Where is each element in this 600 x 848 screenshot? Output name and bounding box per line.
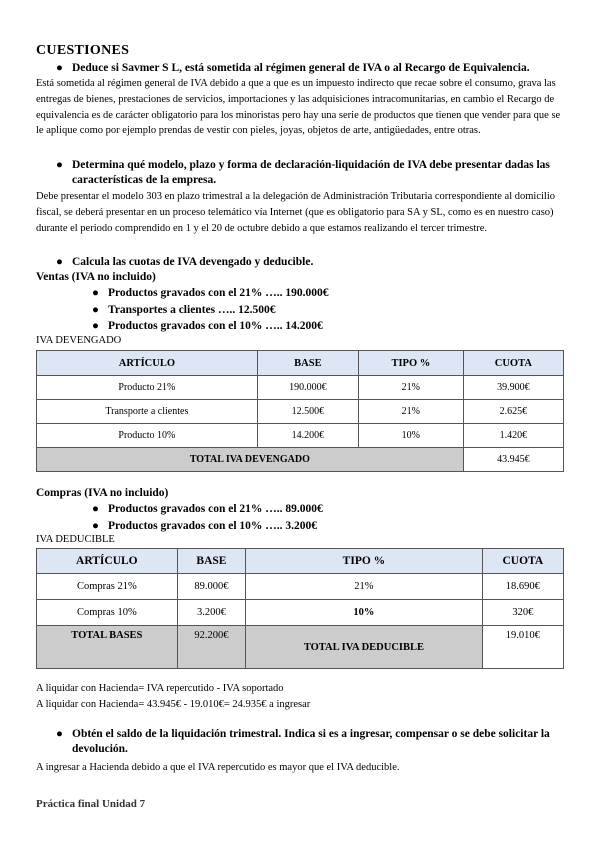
- header-cell: CUOTA: [482, 549, 563, 574]
- question-4: [36, 727, 566, 776]
- table-cell: 320€: [482, 600, 563, 626]
- table-caption: IVA DEVENGADO: [36, 334, 122, 346]
- page-footer: Práctica final Unidad 7: [36, 798, 146, 810]
- table-cell: 3.200€: [177, 600, 246, 626]
- bullet-icon: ●: [56, 256, 63, 268]
- ventas-item: Productos gravados con el 21% ….. 190.000€: [108, 287, 329, 299]
- question-2: [36, 158, 566, 236]
- answer-text: A ingresar a Hacienda debido a que el IVA repercutido es mayor que el IVA deducible.: [36, 762, 400, 773]
- compras-item: Productos gravados con el 10% ….. 3.200€: [108, 519, 318, 532]
- bullet-icon: ●: [56, 159, 63, 171]
- bullet-icon: ●: [56, 728, 63, 740]
- header-cell: ARTÍCULO: [37, 351, 258, 376]
- question-1: [36, 61, 566, 139]
- table-cell: 39.900€: [463, 376, 563, 400]
- answer-text: Está sometida al régimen general de IVA debido a que a que es un impuesto indirecto que recae sobre el consumo, grava las entregas de bienes, prestaciones de servicios, importaciones y las adquisiciones intracomunitarias, en cambio el Recargo de equivalencia es de carácter obligatorio para los minoristas pero hay una serie de productos que tienen que vender para que se le aplique como por ejemplo prendas de vestir con pieles, joyas, objetos de arte, antigüedades, entre otras.: [36, 78, 561, 137]
- table-total-row: [37, 448, 564, 472]
- liquidacion-section: [36, 681, 566, 713]
- answer-text: Debe presentar el modelo 303 en plazo trimestral a la delegación de Administración Tributaria correspondiente al domicilio fiscal, se deberá presentar en un proceso telemático vía Internet (que es obligatorio para SA y SL, como es en nuestro caso) durante el periodo comprendido en 1 y el 20 de octubre debido a que estamos realizando el tercer trimestre.: [36, 191, 556, 234]
- header-cell: TIPO %: [359, 351, 464, 376]
- table-header-row: [37, 549, 564, 574]
- question-title: Determina qué modelo, plazo y forma de declaración-liquidación de IVA debe presentar dadas las características de la empresa.: [72, 159, 550, 186]
- question-title: Obtén el saldo de la liquidación trimestral. Indica si es a ingresar, compensar o se debe solicitar la devolución.: [72, 728, 550, 755]
- total-iva-label: TOTAL IVA DEDUCIBLE: [246, 626, 482, 669]
- table-total-row: [37, 626, 564, 669]
- table-caption: IVA DEDUCIBLE: [36, 534, 115, 545]
- ventas-heading: Ventas (IVA no incluido): [36, 271, 156, 283]
- total-bases-value: 92.200€: [177, 626, 246, 669]
- table-cell: Compras 21%: [37, 574, 178, 600]
- header-cell: ARTÍCULO: [37, 549, 178, 574]
- compras-section: [36, 486, 566, 546]
- table-row: [37, 376, 564, 400]
- table-cell: 2.625€: [463, 400, 563, 424]
- bullet-icon: ●: [92, 303, 99, 316]
- table-cell: 12.500€: [257, 400, 358, 424]
- table-row: [37, 574, 564, 600]
- table-cell: 89.000€: [177, 574, 246, 600]
- table-cell: Producto 21%: [37, 376, 258, 400]
- table-cell: 18.690€: [482, 574, 563, 600]
- compras-heading: Compras (IVA no incluido): [36, 487, 169, 499]
- bullet-icon: ●: [92, 320, 99, 332]
- bullet-icon: ●: [92, 503, 99, 515]
- table-cell: 1.420€: [463, 424, 563, 448]
- table-row: [37, 424, 564, 448]
- table-cell: 190.000€: [257, 376, 358, 400]
- table-cell: Transporte a clientes: [37, 400, 258, 424]
- question-title: Calcula las cuotas de IVA devengado y deducible.: [72, 256, 314, 268]
- ventas-item: Productos gravados con el 10% ….. 14.200€: [108, 320, 323, 332]
- table-cell: Compras 10%: [37, 600, 178, 626]
- liquidacion-line: A liquidar con Hacienda= 43.945€ - 19.010€= 24.935€ a ingresar: [36, 698, 311, 710]
- total-iva-value: 19.010€: [482, 626, 563, 669]
- bullet-icon: ●: [92, 287, 99, 299]
- question-title: Deduce si Savmer S L, está sometida al régimen general de IVA o al Recargo de Equivalencia.: [72, 62, 530, 74]
- total-value: 43.945€: [463, 448, 563, 472]
- table-cell: 10%: [359, 424, 464, 448]
- table-cell: Producto 10%: [37, 424, 258, 448]
- header-cell: TIPO %: [246, 549, 482, 574]
- ventas-item: Transportes a clientes ….. 12.500€: [108, 303, 276, 316]
- bullet-icon: ●: [56, 62, 63, 74]
- header-cell: BASE: [177, 549, 246, 574]
- section-heading: CUESTIONES: [36, 43, 130, 58]
- table-cell: 21%: [359, 376, 464, 400]
- table-header-row: [37, 351, 564, 376]
- bullet-icon: ●: [92, 519, 99, 532]
- table-row: [37, 400, 564, 424]
- total-label: TOTAL IVA DEVENGADO: [37, 448, 464, 472]
- liquidacion-line: A liquidar con Hacienda= IVA repercutido - IVA soportado: [36, 683, 284, 694]
- total-bases-label: TOTAL BASES: [37, 626, 178, 669]
- iva-devengado-table: [36, 350, 564, 472]
- table-cell: 10%: [246, 600, 482, 626]
- compras-item: Productos gravados con el 21% ….. 89.000€: [108, 503, 323, 515]
- table-cell: 14.200€: [257, 424, 358, 448]
- table-cell: 21%: [246, 574, 482, 600]
- question-3: [36, 255, 566, 347]
- header-cell: BASE: [257, 351, 358, 376]
- header-cell: CUOTA: [463, 351, 563, 376]
- table-row: [37, 600, 564, 626]
- iva-deducible-table: [36, 548, 564, 669]
- table-cell: 21%: [359, 400, 464, 424]
